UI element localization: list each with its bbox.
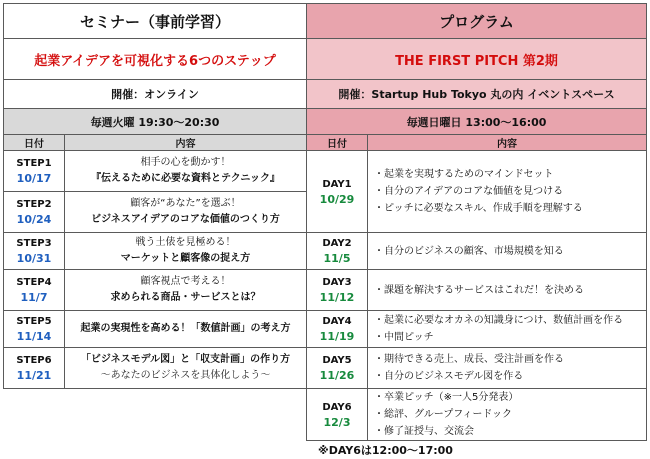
step-date-cell xyxy=(3,310,65,348)
step-date-cell xyxy=(3,191,65,233)
step-date: 11/21 xyxy=(16,369,52,382)
step-label: STEP3 xyxy=(16,238,52,249)
seminar-col-content: 内容 xyxy=(64,134,307,151)
day-label: DAY2 xyxy=(322,238,352,249)
step-label: STEP6 xyxy=(16,355,52,366)
step-label: STEP5 xyxy=(16,316,52,327)
list-item: ・ 課題を解決するサービスはこれだ！を決める xyxy=(374,282,584,299)
list-item: ・ 修了証授与、交流会 xyxy=(374,423,474,440)
seminar-title: セミナー（事前学習） xyxy=(3,3,307,39)
step-content xyxy=(64,191,307,233)
list-item: ・ 中間ピッチ xyxy=(374,329,434,346)
day-label: DAY1 xyxy=(322,178,352,190)
program-venue: 開催：Startup Hub Tokyo 丸の内 イベントスペース xyxy=(306,79,647,109)
step-line1: 「ビジネスモデル図」と「収支計画」の作り方 xyxy=(80,354,291,365)
day-date-cell xyxy=(306,388,368,441)
day-date-cell xyxy=(306,347,368,389)
step-line1: 顧客視点で考える！ xyxy=(140,276,231,287)
step-line2: 『伝えるために必要な資料とテクニック』 xyxy=(91,173,280,184)
list-item: ・ 自分のビジネスモデル図を作る xyxy=(374,368,523,385)
day-label: DAY6 xyxy=(322,401,352,413)
day-content-list xyxy=(367,310,647,348)
seminar-col-date: 日付 xyxy=(3,134,65,151)
step-date-cell xyxy=(3,347,65,389)
day-date: 10/29 xyxy=(319,192,355,206)
step-date-cell xyxy=(3,150,65,192)
step-line2: 求められる商品・サービスとは？ xyxy=(110,292,261,303)
day-date: 11/19 xyxy=(319,330,355,343)
step-date-cell xyxy=(3,269,65,311)
step-date: 11/14 xyxy=(16,330,52,343)
step-date: 10/31 xyxy=(16,252,52,265)
program-col-date: 日付 xyxy=(306,134,368,151)
step-label: STEP2 xyxy=(16,199,52,210)
step-line1: 顧客が“あなた”を選ぶ！ xyxy=(130,198,241,209)
day-date: 12/3 xyxy=(323,415,351,429)
seminar-subtitle: 起業アイデアを可視化する6つのステップ xyxy=(3,38,307,80)
list-item: ・ 総評、グループフィードック xyxy=(374,406,512,423)
list-item: ・ 卒業ピッチ（※一人5分発表） xyxy=(374,389,518,406)
list-item: ・ 起業を実現するためのマインドセット xyxy=(374,166,554,183)
step-content xyxy=(64,269,307,311)
list-item: ・ 期待できる売上、成長、受注計画を作る xyxy=(374,351,564,368)
program-schedule: 毎週日曜日 13:00～16:00 xyxy=(306,108,647,135)
step-date-cell xyxy=(3,232,65,270)
day-date: 11/5 xyxy=(323,252,351,265)
day-content-list xyxy=(367,269,647,311)
day-content-list xyxy=(367,232,647,270)
day6-note: ※DAY6は12:00～17:00 xyxy=(318,444,453,457)
day-date-cell xyxy=(306,310,368,348)
step-content xyxy=(64,232,307,270)
step-content xyxy=(64,347,307,389)
step-line2: ビジネスアイデアのコアな価値のつくり方 xyxy=(91,214,280,225)
step-date: 11/7 xyxy=(20,291,48,304)
program-title: プログラム xyxy=(306,3,647,39)
step-date: 10/17 xyxy=(16,172,52,185)
day-date: 11/26 xyxy=(319,369,355,382)
step-label: STEP1 xyxy=(16,158,52,169)
day-date: 11/12 xyxy=(319,291,355,304)
day-content-list xyxy=(367,388,647,441)
step-line1: 相手の心を動かす！ xyxy=(140,157,231,168)
day-date-cell xyxy=(306,269,368,311)
program-col-content: 内容 xyxy=(367,134,647,151)
list-item: ・ ピッチに必要なスキル、作成手順を理解する xyxy=(374,200,583,217)
day-content-list xyxy=(367,347,647,389)
step-line2: マーケットと顧客像の捉え方 xyxy=(120,253,251,264)
day-label: DAY4 xyxy=(322,316,352,327)
list-item: ・ 自分のアイデアのコアな価値を見つける xyxy=(374,183,563,200)
day-content-list xyxy=(367,150,647,233)
step-line2: ～あなたのビジネスを具体化しよう～ xyxy=(100,370,271,381)
day-date-cell xyxy=(306,232,368,270)
step-date: 10/24 xyxy=(16,213,52,226)
program-subtitle: THE FIRST PITCH 第2期 xyxy=(306,38,647,80)
list-item: ・ 自分のビジネスの顧客、市場規模を知る xyxy=(374,243,564,260)
list-item: ・ 起業に必要なオカネの知識身につけ、数値計画を作る xyxy=(374,312,623,329)
step-content xyxy=(64,150,307,192)
day-label: DAY3 xyxy=(322,277,352,288)
day-date-cell xyxy=(306,150,368,233)
step-line1: 起業の実現性を高める！「数値計画」の考え方 xyxy=(80,323,291,334)
step-content xyxy=(64,310,307,348)
seminar-schedule: 毎週火曜 19:30～20:30 xyxy=(3,108,307,135)
step-label: STEP4 xyxy=(16,277,52,288)
day-label: DAY5 xyxy=(322,355,352,366)
seminar-format: 開催：オンライン xyxy=(3,79,307,109)
step-line1: 戦う土俵を見極める！ xyxy=(135,237,236,248)
